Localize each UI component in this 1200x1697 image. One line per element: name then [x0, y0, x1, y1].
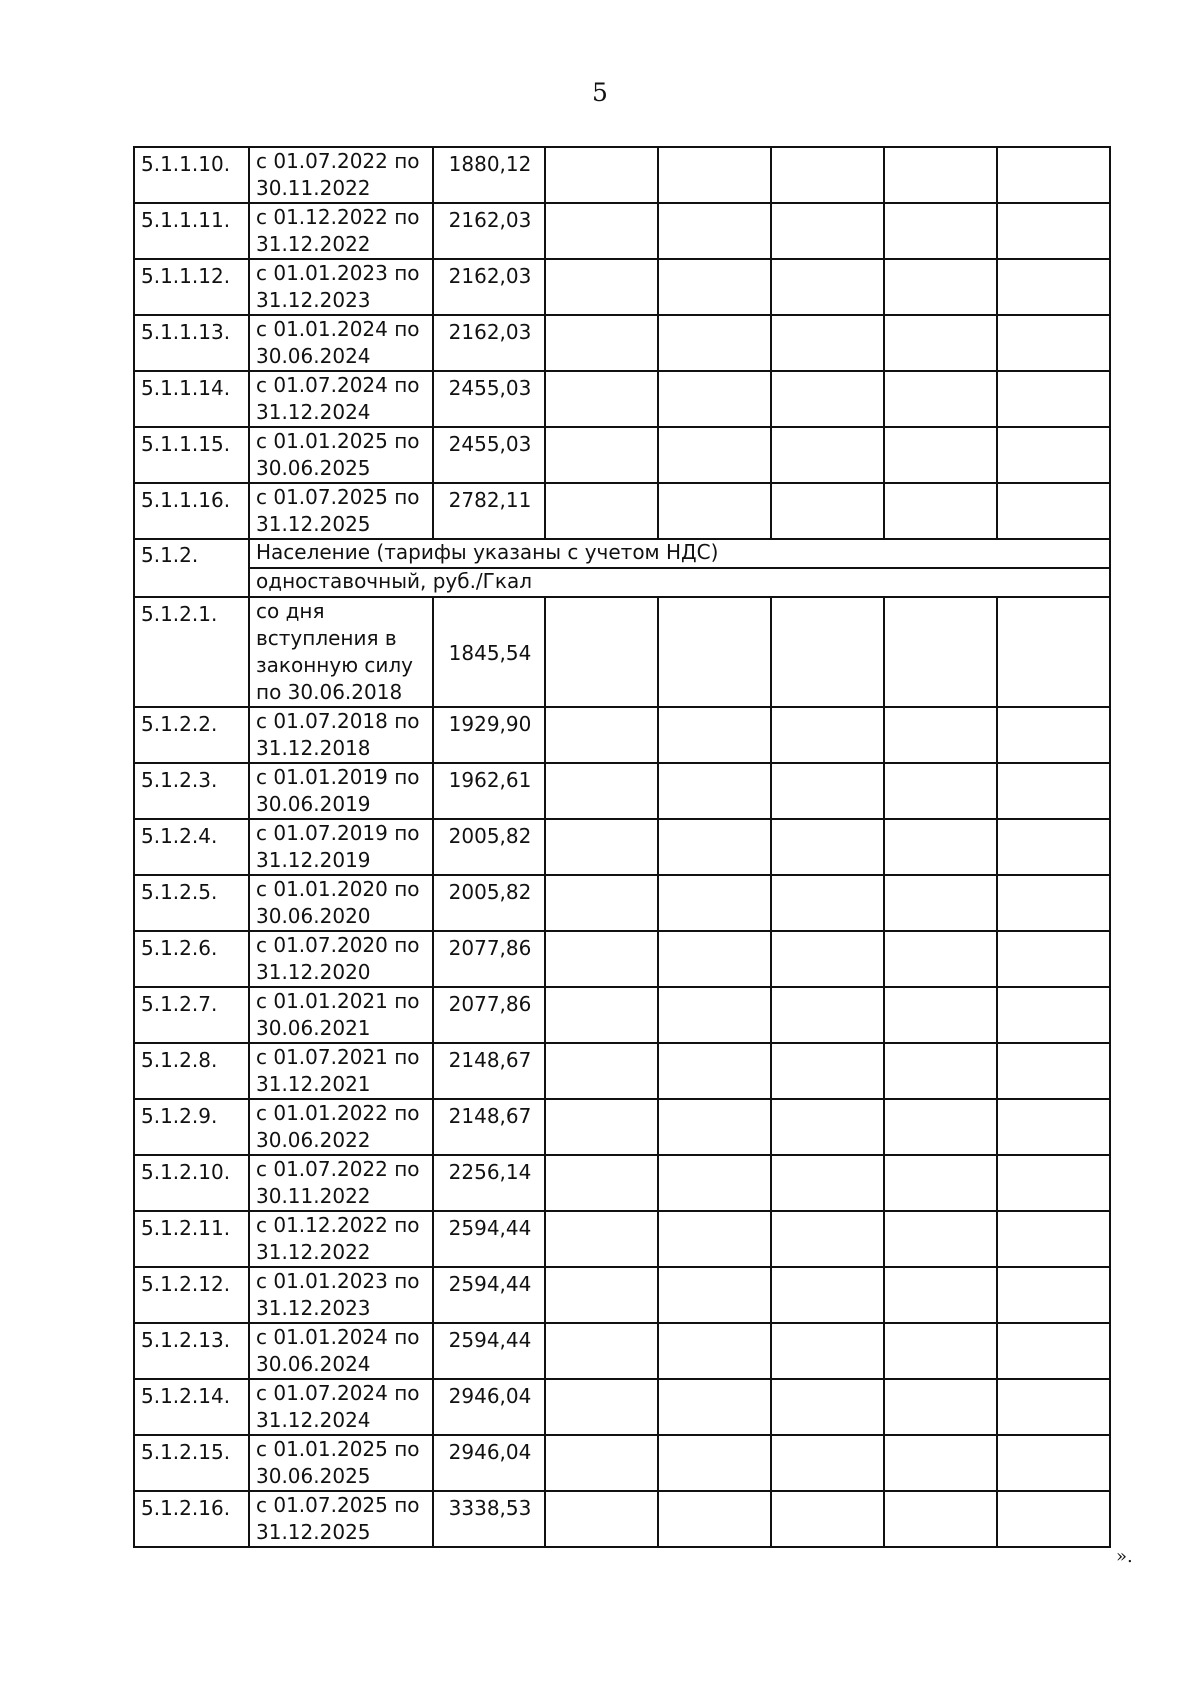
empty-cell: [771, 1043, 884, 1099]
empty-cell: [884, 875, 997, 931]
empty-cell: [545, 1435, 658, 1491]
empty-cell: [545, 259, 658, 315]
row-period: с 01.07.2022 по 30.11.2022: [249, 147, 433, 203]
empty-cell: [658, 987, 771, 1043]
empty-cell: [997, 1379, 1110, 1435]
row-period: с 01.01.2021 по 30.06.2021: [249, 987, 433, 1043]
row-number: 5.1.1.15.: [134, 427, 249, 483]
empty-cell: [997, 1099, 1110, 1155]
empty-cell: [884, 1267, 997, 1323]
empty-cell: [771, 1435, 884, 1491]
empty-cell: [658, 707, 771, 763]
row-period: с 01.07.2021 по 31.12.2021: [249, 1043, 433, 1099]
row-number: 5.1.2.16.: [134, 1491, 249, 1547]
empty-cell: [545, 315, 658, 371]
row-number: 5.1.2.10.: [134, 1155, 249, 1211]
row-number: 5.1.2.5.: [134, 875, 249, 931]
empty-cell: [545, 987, 658, 1043]
row-number: 5.1.2.13.: [134, 1323, 249, 1379]
table-row: [134, 1379, 1110, 1435]
section-subtitle-row: [134, 568, 1110, 597]
row-number: 5.1.1.12.: [134, 259, 249, 315]
row-number: 5.1.2.4.: [134, 819, 249, 875]
empty-cell: [997, 707, 1110, 763]
table-row: [134, 1099, 1110, 1155]
row-period: с 01.01.2020 по 30.06.2020: [249, 875, 433, 931]
row-value: 2946,04: [433, 1379, 545, 1435]
empty-cell: [658, 1435, 771, 1491]
row-number: 5.1.1.13.: [134, 315, 249, 371]
empty-cell: [997, 315, 1110, 371]
empty-cell: [545, 1099, 658, 1155]
empty-cell: [771, 315, 884, 371]
row-value: 2455,03: [433, 427, 545, 483]
empty-cell: [771, 1267, 884, 1323]
row-number: 5.1.1.11.: [134, 203, 249, 259]
empty-cell: [884, 1435, 997, 1491]
empty-cell: [771, 875, 884, 931]
row-value: 1962,61: [433, 763, 545, 819]
empty-cell: [771, 203, 884, 259]
empty-cell: [545, 875, 658, 931]
row-value: 2946,04: [433, 1435, 545, 1491]
empty-cell: [997, 1211, 1110, 1267]
empty-cell: [658, 1099, 771, 1155]
empty-cell: [545, 819, 658, 875]
row-number: 5.1.2.6.: [134, 931, 249, 987]
row-number: 5.1.2.15.: [134, 1435, 249, 1491]
empty-cell: [884, 931, 997, 987]
empty-cell: [884, 1323, 997, 1379]
empty-cell: [997, 371, 1110, 427]
row-period: с 01.01.2025 по 30.06.2025: [249, 1435, 433, 1491]
empty-cell: [545, 427, 658, 483]
empty-cell: [884, 1379, 997, 1435]
table-row: [134, 763, 1110, 819]
row-value: 2148,67: [433, 1099, 545, 1155]
row-number: 5.1.1.14.: [134, 371, 249, 427]
empty-cell: [658, 315, 771, 371]
row-period: с 01.01.2023 по 31.12.2023: [249, 1267, 433, 1323]
empty-cell: [658, 1211, 771, 1267]
row-number: 5.1.2.7.: [134, 987, 249, 1043]
page-number: 5: [592, 78, 608, 107]
table-row: [134, 931, 1110, 987]
row-period: с 01.12.2022 по 31.12.2022: [249, 1211, 433, 1267]
section-title-row: [134, 539, 1110, 568]
empty-cell: [771, 819, 884, 875]
empty-cell: [771, 427, 884, 483]
row-period: с 01.01.2022 по 30.06.2022: [249, 1099, 433, 1155]
empty-cell: [658, 763, 771, 819]
empty-cell: [997, 259, 1110, 315]
empty-cell: [658, 1491, 771, 1547]
table-row: [134, 259, 1110, 315]
table-row: [134, 707, 1110, 763]
empty-cell: [997, 483, 1110, 539]
table-row: [134, 875, 1110, 931]
tariff-table: [133, 146, 1111, 1548]
empty-cell: [545, 483, 658, 539]
empty-cell: [997, 1267, 1110, 1323]
row-value: 2256,14: [433, 1155, 545, 1211]
empty-cell: [884, 371, 997, 427]
empty-cell: [545, 931, 658, 987]
empty-cell: [771, 1323, 884, 1379]
empty-cell: [997, 203, 1110, 259]
table-row: [134, 427, 1110, 483]
empty-cell: [884, 987, 997, 1043]
empty-cell: [884, 203, 997, 259]
empty-cell: [997, 875, 1110, 931]
section-number: 5.1.2.: [134, 539, 249, 597]
row-number: 5.1.2.11.: [134, 1211, 249, 1267]
empty-cell: [884, 597, 997, 707]
row-period: с 01.01.2024 по 30.06.2024: [249, 315, 433, 371]
section-subtitle: одноставочный, руб./Гкал: [249, 568, 1110, 597]
empty-cell: [771, 147, 884, 203]
empty-cell: [658, 483, 771, 539]
row-number: 5.1.2.2.: [134, 707, 249, 763]
table-row: [134, 1435, 1110, 1491]
empty-cell: [884, 259, 997, 315]
row-period: с 01.07.2025 по 31.12.2025: [249, 483, 433, 539]
table-row: [134, 371, 1110, 427]
empty-cell: [771, 707, 884, 763]
empty-cell: [884, 1043, 997, 1099]
section-title: Население (тарифы указаны с учетом НДС): [249, 539, 1110, 568]
empty-cell: [545, 597, 658, 707]
empty-cell: [884, 763, 997, 819]
table-row: [134, 1043, 1110, 1099]
table-row: [134, 1211, 1110, 1267]
row-period: с 01.07.2024 по 31.12.2024: [249, 371, 433, 427]
table-row: [134, 1155, 1110, 1211]
empty-cell: [884, 1155, 997, 1211]
empty-cell: [658, 931, 771, 987]
empty-cell: [545, 763, 658, 819]
row-value: 2594,44: [433, 1211, 545, 1267]
row-number: 5.1.2.9.: [134, 1099, 249, 1155]
row-number: 5.1.1.16.: [134, 483, 249, 539]
empty-cell: [545, 1155, 658, 1211]
table-row: [134, 203, 1110, 259]
empty-cell: [884, 315, 997, 371]
empty-cell: [658, 1323, 771, 1379]
row-value: 2594,44: [433, 1267, 545, 1323]
empty-cell: [884, 147, 997, 203]
empty-cell: [545, 1491, 658, 1547]
empty-cell: [658, 427, 771, 483]
empty-cell: [884, 1211, 997, 1267]
empty-cell: [997, 597, 1110, 707]
empty-cell: [658, 1043, 771, 1099]
empty-cell: [997, 1155, 1110, 1211]
empty-cell: [997, 987, 1110, 1043]
table-row: [134, 1323, 1110, 1379]
group1-body: [134, 147, 1110, 539]
empty-cell: [658, 875, 771, 931]
empty-cell: [658, 819, 771, 875]
table-row: [134, 147, 1110, 203]
row-value: 2005,82: [433, 819, 545, 875]
empty-cell: [884, 707, 997, 763]
table-row: [134, 597, 1110, 707]
empty-cell: [658, 1155, 771, 1211]
row-period: со дня вступления в законную силу по 30.06.2018: [249, 597, 433, 707]
empty-cell: [997, 1043, 1110, 1099]
row-value: 1845,54: [433, 597, 545, 707]
empty-cell: [997, 931, 1110, 987]
table-row: [134, 1267, 1110, 1323]
empty-cell: [545, 1211, 658, 1267]
empty-cell: [771, 931, 884, 987]
row-period: с 01.01.2024 по 30.06.2024: [249, 1323, 433, 1379]
row-value: 2782,11: [433, 483, 545, 539]
empty-cell: [658, 1379, 771, 1435]
empty-cell: [545, 371, 658, 427]
empty-cell: [884, 483, 997, 539]
empty-cell: [658, 597, 771, 707]
group2-body: [134, 597, 1110, 1547]
row-value: 2148,67: [433, 1043, 545, 1099]
row-period: с 01.07.2024 по 31.12.2024: [249, 1379, 433, 1435]
row-value: 3338,53: [433, 1491, 545, 1547]
row-value: 2077,86: [433, 931, 545, 987]
table-row: [134, 483, 1110, 539]
row-number: 5.1.1.10.: [134, 147, 249, 203]
empty-cell: [997, 763, 1110, 819]
empty-cell: [771, 987, 884, 1043]
empty-cell: [771, 259, 884, 315]
row-period: с 01.01.2025 по 30.06.2025: [249, 427, 433, 483]
row-number: 5.1.2.14.: [134, 1379, 249, 1435]
row-period: с 01.07.2020 по 31.12.2020: [249, 931, 433, 987]
row-value: 2162,03: [433, 315, 545, 371]
closing-quote: ».: [1116, 1546, 1133, 1567]
row-period: с 01.07.2025 по 31.12.2025: [249, 1491, 433, 1547]
table-row: [134, 819, 1110, 875]
row-value: 2162,03: [433, 203, 545, 259]
section-header: [134, 539, 1110, 597]
empty-cell: [545, 1267, 658, 1323]
row-period: с 01.07.2019 по 31.12.2019: [249, 819, 433, 875]
table-row: [134, 1491, 1110, 1547]
empty-cell: [545, 203, 658, 259]
empty-cell: [658, 1267, 771, 1323]
row-period: с 01.01.2019 по 30.06.2019: [249, 763, 433, 819]
row-value: 2594,44: [433, 1323, 545, 1379]
empty-cell: [997, 1435, 1110, 1491]
empty-cell: [545, 1323, 658, 1379]
empty-cell: [545, 1043, 658, 1099]
empty-cell: [997, 147, 1110, 203]
empty-cell: [658, 147, 771, 203]
row-value: 2077,86: [433, 987, 545, 1043]
row-value: 1929,90: [433, 707, 545, 763]
empty-cell: [771, 763, 884, 819]
empty-cell: [997, 1491, 1110, 1547]
row-number: 5.1.2.8.: [134, 1043, 249, 1099]
row-number: 5.1.2.3.: [134, 763, 249, 819]
empty-cell: [658, 259, 771, 315]
empty-cell: [771, 1155, 884, 1211]
row-period: с 01.07.2022 по 30.11.2022: [249, 1155, 433, 1211]
row-value: 2005,82: [433, 875, 545, 931]
empty-cell: [545, 147, 658, 203]
table-row: [134, 315, 1110, 371]
row-period: с 01.07.2018 по 31.12.2018: [249, 707, 433, 763]
empty-cell: [884, 819, 997, 875]
row-number: 5.1.2.12.: [134, 1267, 249, 1323]
empty-cell: [997, 1323, 1110, 1379]
empty-cell: [545, 1379, 658, 1435]
empty-cell: [997, 427, 1110, 483]
table-row: [134, 987, 1110, 1043]
row-period: с 01.01.2023 по 31.12.2023: [249, 259, 433, 315]
empty-cell: [771, 597, 884, 707]
row-number: 5.1.2.1.: [134, 597, 249, 707]
empty-cell: [997, 819, 1110, 875]
row-value: 1880,12: [433, 147, 545, 203]
empty-cell: [658, 203, 771, 259]
empty-cell: [884, 1099, 997, 1155]
empty-cell: [771, 483, 884, 539]
empty-cell: [771, 1099, 884, 1155]
empty-cell: [771, 1211, 884, 1267]
row-value: 2455,03: [433, 371, 545, 427]
empty-cell: [771, 1491, 884, 1547]
empty-cell: [884, 1491, 997, 1547]
empty-cell: [771, 371, 884, 427]
empty-cell: [658, 371, 771, 427]
row-value: 2162,03: [433, 259, 545, 315]
empty-cell: [545, 707, 658, 763]
empty-cell: [771, 1379, 884, 1435]
row-period: с 01.12.2022 по 31.12.2022: [249, 203, 433, 259]
empty-cell: [884, 427, 997, 483]
